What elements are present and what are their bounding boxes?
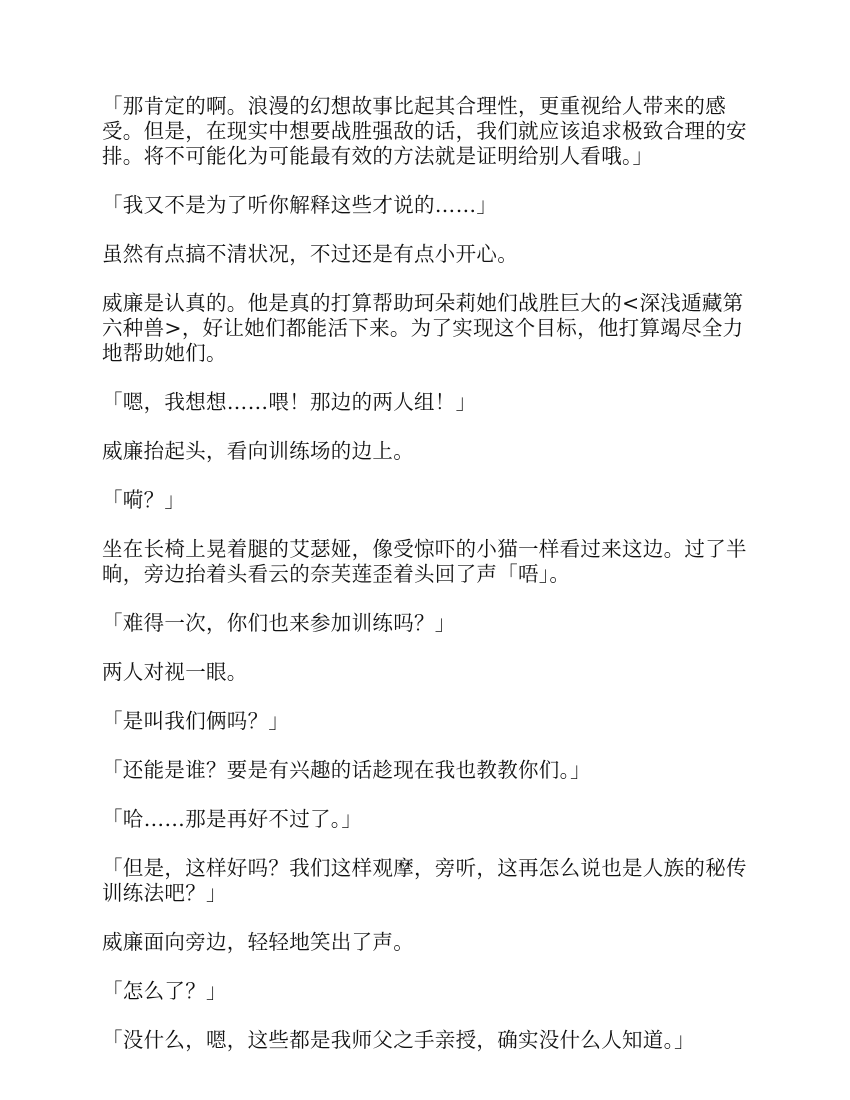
paragraph: 威廉是认真的。他是真的打算帮助珂朵莉她们战胜巨大的<深浅遁藏第六种兽>，好让她们都能活下来。为了实现这个目标，他打算竭尽全力地帮助她们。 xyxy=(102,291,744,365)
paragraph: 威廉抬起头，看向训练场的边上。 xyxy=(102,439,414,463)
paragraph: 「嗯，我想想……喂！那边的两人组！」 xyxy=(102,390,477,414)
paragraph: 「嗬？」 xyxy=(102,488,186,512)
paragraph: 威廉面向旁边，轻轻地笑出了声。 xyxy=(102,930,414,954)
paragraph: 「是叫我们俩吗？」 xyxy=(102,709,290,733)
document-page xyxy=(102,94,754,1077)
paragraph: 「没什么，嗯，这些都是我师父之手亲授，确实没什么人知道。」 xyxy=(102,1028,695,1052)
paragraph: 「还能是谁？要是有兴趣的话趁现在我也教教你们。」 xyxy=(102,758,591,782)
paragraph: 「但是，这样好吗？我们这样观摩，旁听，这再怎么说也是人族的秘传训练法吧？」 xyxy=(102,856,747,905)
paragraph: 虽然有点搞不清状况，不过还是有点小开心。 xyxy=(102,242,518,266)
paragraph: 坐在长椅上晃着腿的艾瑟娅，像受惊吓的小猫一样看过来这边。过了半晌，旁边抬着头看云的奈芙莲歪着头回了声「唔」。 xyxy=(102,537,747,586)
paragraph: 「怎么了？」 xyxy=(102,979,227,1003)
paragraph: 「哈……那是再好不过了。」 xyxy=(102,807,363,831)
paragraph: 「那肯定的啊。浪漫的幻想故事比起其合理性，更重视给人带来的感受。但是，在现实中想要战胜强敌的话，我们就应该追求极致合理的安排。将不可能化为可能最有效的方法就是证明给别人看哦。」 xyxy=(102,94,747,168)
paragraph: 「我又不是为了听你解释这些才说的……」 xyxy=(102,193,498,217)
paragraph: 两人对视一眼。 xyxy=(102,660,248,684)
paragraph: 「难得一次，你们也来参加训练吗？」 xyxy=(102,611,456,635)
